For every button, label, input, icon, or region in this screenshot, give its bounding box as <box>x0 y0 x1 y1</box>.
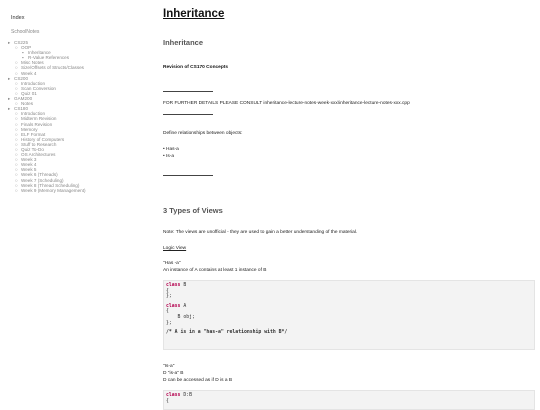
bullet-icon: ○ <box>15 172 18 178</box>
divider <box>163 91 213 92</box>
code-text: D:B <box>180 393 193 398</box>
sidebar-item-label: CS180 <box>14 106 29 112</box>
sidebar-item-label: Stuff to Research <box>21 141 57 147</box>
bullet-icon: ○ <box>15 60 18 66</box>
sidebar-item-label: OOP <box>21 45 32 51</box>
bullet-icon: ○ <box>15 167 18 173</box>
code-comment: /* A is in a "has-a" relationship with B*/ <box>166 330 288 336</box>
bullet-icon: ▸ <box>8 75 11 81</box>
sidebar-item-label: OS Architectures <box>21 152 56 158</box>
sidebar-item-label: Midterm Revision <box>21 116 57 122</box>
sidebar-item-label: Quiz 01 <box>21 90 37 96</box>
details-text: FOR FURTHER DETAILS PLEASE CONSULT inheritance-lecture-notes-week-xxx\inheritance-lecture-notes-xxx.cpp <box>163 101 410 106</box>
sidebar-item-label: CS200 <box>14 75 29 81</box>
sidebar-item-label: Week 4 <box>21 162 37 168</box>
sidebar-item-label: Notes <box>21 101 34 107</box>
index-title[interactable]: Index <box>11 15 25 21</box>
sidebar-item-label: Memory <box>21 126 38 132</box>
bullet-icon: ▸ <box>8 96 11 102</box>
section-heading-views: 3 Types of Views <box>163 206 223 215</box>
code-keyword: class <box>166 393 181 398</box>
sidebar-item-label: Quiz To-Do <box>21 146 44 152</box>
bullet-icon: ○ <box>15 80 18 86</box>
code-text: A <box>180 303 187 309</box>
code-line: }; <box>166 294 172 300</box>
bullet-icon: ▸ <box>8 40 11 45</box>
section-heading-inheritance: Inheritance <box>163 38 204 47</box>
bullet-icon: ○ <box>15 152 18 158</box>
bullet-icon: ○ <box>15 85 18 91</box>
sidebar-item-label: Week 9 (Memory Management) <box>21 187 86 193</box>
sidebar-item-label: CS225 <box>14 40 29 45</box>
bullet-icon: ▸ <box>8 106 11 112</box>
bullet-icon: ○ <box>15 162 18 168</box>
bullet-icon: ○ <box>15 101 18 107</box>
sidebar-item-label: Inheritance <box>28 50 51 56</box>
bullet-icon: ▪ <box>22 55 24 61</box>
divider <box>163 175 213 176</box>
bullet-icon: ○ <box>15 141 18 147</box>
sidebar-item-label: ELF Format <box>21 131 46 137</box>
code-line: { <box>166 309 169 315</box>
is-a-description: D can be accessed as if D is a B <box>163 378 233 383</box>
list-item-has-a: • Has-a <box>163 147 179 152</box>
sidebar-item-label: Week 7 (Scheduling) <box>21 177 64 183</box>
code-line: { <box>166 398 169 404</box>
code-keyword: class <box>166 283 181 288</box>
bullet-icon: ○ <box>15 177 18 183</box>
bullet-icon: ○ <box>15 111 18 117</box>
sidebar-item-label: GAM200 <box>14 96 33 102</box>
code-block-is-a <box>163 390 535 410</box>
is-a-quote: "Is-a" <box>163 364 175 369</box>
notes-tree <box>8 40 86 193</box>
bullet-icon: ○ <box>15 116 18 122</box>
sidebar-item-label: Size/Offsets of Structs/Classes <box>21 65 84 71</box>
code-line: }; <box>166 320 172 326</box>
logic-view-link[interactable]: Logic View <box>163 246 187 251</box>
code-block-has-a <box>163 280 535 350</box>
sidebar-item-label: Scan Conversion <box>21 85 56 91</box>
bullet-icon: ▪ <box>22 50 24 56</box>
list-item-is-a: • Is-a <box>163 154 175 159</box>
has-a-quote: "Has -a" <box>163 261 181 266</box>
page-title: Inheritance <box>163 8 225 20</box>
bullet-icon: ○ <box>15 157 18 163</box>
bullet-icon: ○ <box>15 121 18 127</box>
site-name[interactable]: SchoolNotes <box>11 29 40 35</box>
sidebar-nav <box>0 0 150 405</box>
sidebar-item[interactable] <box>8 188 86 193</box>
code-line: B obj; <box>166 314 195 320</box>
divider <box>163 114 213 115</box>
bullet-icon: ○ <box>15 70 18 76</box>
sidebar-item-label: History of Computers <box>21 136 65 142</box>
bullet-icon: ○ <box>15 182 18 188</box>
sidebar-item-label: Misc Notes <box>21 60 44 66</box>
has-a-description: An instance of A contains at least 1 instance of B <box>163 268 267 273</box>
sidebar-item-label: Week 3 <box>21 157 37 163</box>
bullet-icon: ○ <box>15 187 18 193</box>
bullet-icon: ○ <box>15 45 18 51</box>
bullet-icon: ○ <box>15 65 18 71</box>
note-text: Note: The views are unofficial - they are used to gain a better understanding of the material. <box>163 230 358 235</box>
code-text: B <box>180 283 187 288</box>
sidebar-item-label: Week 5 <box>21 167 37 173</box>
bullet-icon: ○ <box>15 136 18 142</box>
code-line: { <box>166 288 169 294</box>
sidebar-item-label: Introduction <box>21 80 46 86</box>
bullet-icon: ○ <box>15 146 18 152</box>
is-a-description: D "is-a" B <box>163 371 184 376</box>
sidebar-item-label: Introduction <box>21 111 46 117</box>
code-keyword: class <box>166 303 181 309</box>
revision-text: Revision of CS170 Concepts <box>163 65 229 70</box>
bullet-icon: ○ <box>15 90 18 96</box>
sidebar-item-label: Finals Revision <box>21 121 53 127</box>
sidebar-item-label: Week 8 (Thread Scheduling) <box>21 182 80 188</box>
bullet-icon: ○ <box>15 131 18 137</box>
sidebar-item-label: Week 4 <box>21 70 37 76</box>
main-content <box>163 0 535 405</box>
sidebar-item-label: R-Value References <box>28 55 70 61</box>
define-text: Define relationships between objects: <box>163 131 243 136</box>
bullet-icon: ○ <box>15 126 18 132</box>
sidebar-item-label: Week 6 (Threads) <box>21 172 58 178</box>
